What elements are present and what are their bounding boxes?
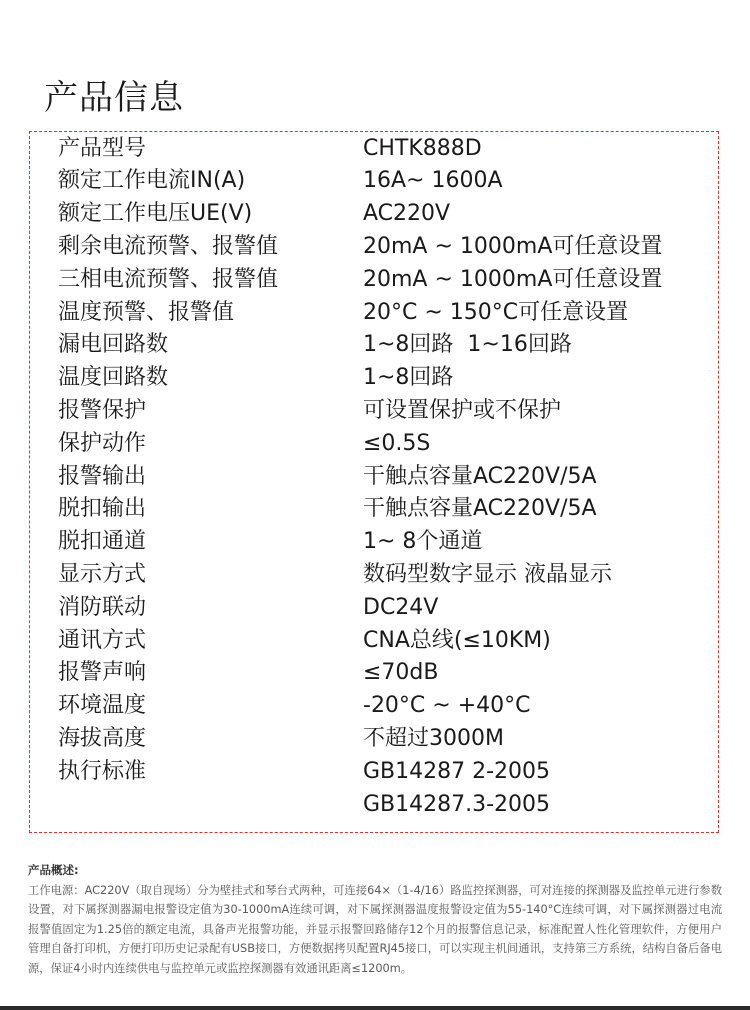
spec-value: GB14287.3-2005 [363,791,551,817]
overview-title: 产品概述: [28,863,79,877]
spec-label: 漏电回路数 [58,332,169,358]
spec-row [30,264,718,297]
spec-row [30,657,718,690]
spec-label: 温度预警、报警值 [58,299,235,325]
spec-label: 额定工作电流IN(A) [58,168,246,194]
spec-value: AC220V [363,201,451,227]
spec-label: 显示方式 [58,561,147,587]
spec-label: 脱扣通道 [58,529,147,555]
spec-value: DC24V [363,594,439,620]
spec-label: 报警输出 [58,463,147,489]
spec-value: 可设置保护或不保护 [363,397,562,423]
spec-label: 报警声响 [58,660,147,686]
spec-row [30,133,718,166]
spec-label: 通讯方式 [58,627,147,653]
spec-value: -20°C ~ +40°C [363,693,531,719]
spec-row [30,723,718,756]
spec-row [30,362,718,395]
spec-value: 不超过3000M [363,725,504,751]
spec-row [30,329,718,362]
spec-table [29,131,719,833]
spec-value: ≤0.5S [363,430,431,456]
spec-value: 16A~ 1600A [363,168,503,194]
spec-row [30,559,718,592]
spec-value: 1~8回路 [363,365,454,391]
spec-value: 20mA ~ 1000mA可任意设置 [363,233,663,259]
page-title: 产品信息 [44,78,184,118]
spec-value: CHTK888D [363,135,482,161]
overview-text: 工作电源：AC220V（取自现场）分为壁挂式和琴台式两种，可连接64×（1-4/16）路监控探测器，可对连接的探测器及监控单元进行参数设置，对下属探测器漏电报警设定值为30-1000mA连续可调，对下属探测器温度报警设定值为55-140°C连续可调，对下属探测器过电流报警值固定为1.25倍的额定电流，具备声光报警功能，并显示报警回路储存12个月的报警信息记录，标准配置人性化管理软件，方便用户管理自备打印机，方便打印历史记录配有USB接口，方便数据拷贝配置RJ45接口，可以实现主机间通讯，支持第三方系统，结构自备后备电源，保证4小时内连续供电与监控单元或监控探测器有效通讯距离≤1200m。 [28,883,722,975]
spec-value: 干触点容量AC220V/5A [363,496,597,522]
spec-row [30,231,718,264]
bottom-divider [0,1006,750,1010]
spec-row [30,165,718,198]
spec-row [30,493,718,526]
spec-label: 产品型号 [58,135,147,161]
spec-row [30,461,718,494]
spec-value: 1~8回路 1~16回路 [363,332,572,358]
spec-row [30,198,718,231]
spec-label: 报警保护 [58,397,147,423]
spec-row [30,625,718,658]
spec-label: 保护动作 [58,430,147,456]
spec-row [30,756,718,789]
spec-value: 干触点容量AC220V/5A [363,463,597,489]
spec-row [30,297,718,330]
spec-row [30,526,718,559]
spec-row [30,592,718,625]
spec-label: 脱扣输出 [58,496,147,522]
spec-row [30,690,718,723]
spec-label: 环境温度 [58,693,147,719]
spec-label: 执行标准 [58,758,147,784]
product-overview [28,861,722,978]
spec-label: 海拔高度 [58,725,147,751]
spec-label: 三相电流预警、报警值 [58,266,279,292]
spec-label: 剩余电流预警、报警值 [58,233,279,259]
spec-value: CNA总线(≤10KM) [363,627,551,653]
spec-label: 消防联动 [58,594,147,620]
spec-label: 温度回路数 [58,365,169,391]
spec-row [30,789,718,822]
spec-label: 额定工作电压UE(V) [58,201,253,227]
spec-value: 1~ 8个通道 [363,529,483,555]
spec-row [30,395,718,428]
spec-value: 20mA ~ 1000mA可任意设置 [363,266,663,292]
spec-value: GB14287 2-2005 [363,758,551,784]
spec-row [30,428,718,461]
spec-value: 20°C ~ 150°C可任意设置 [363,299,629,325]
spec-value: ≤70dB [363,660,439,686]
spec-value: 数码型数字显示 液晶显示 [363,561,612,587]
